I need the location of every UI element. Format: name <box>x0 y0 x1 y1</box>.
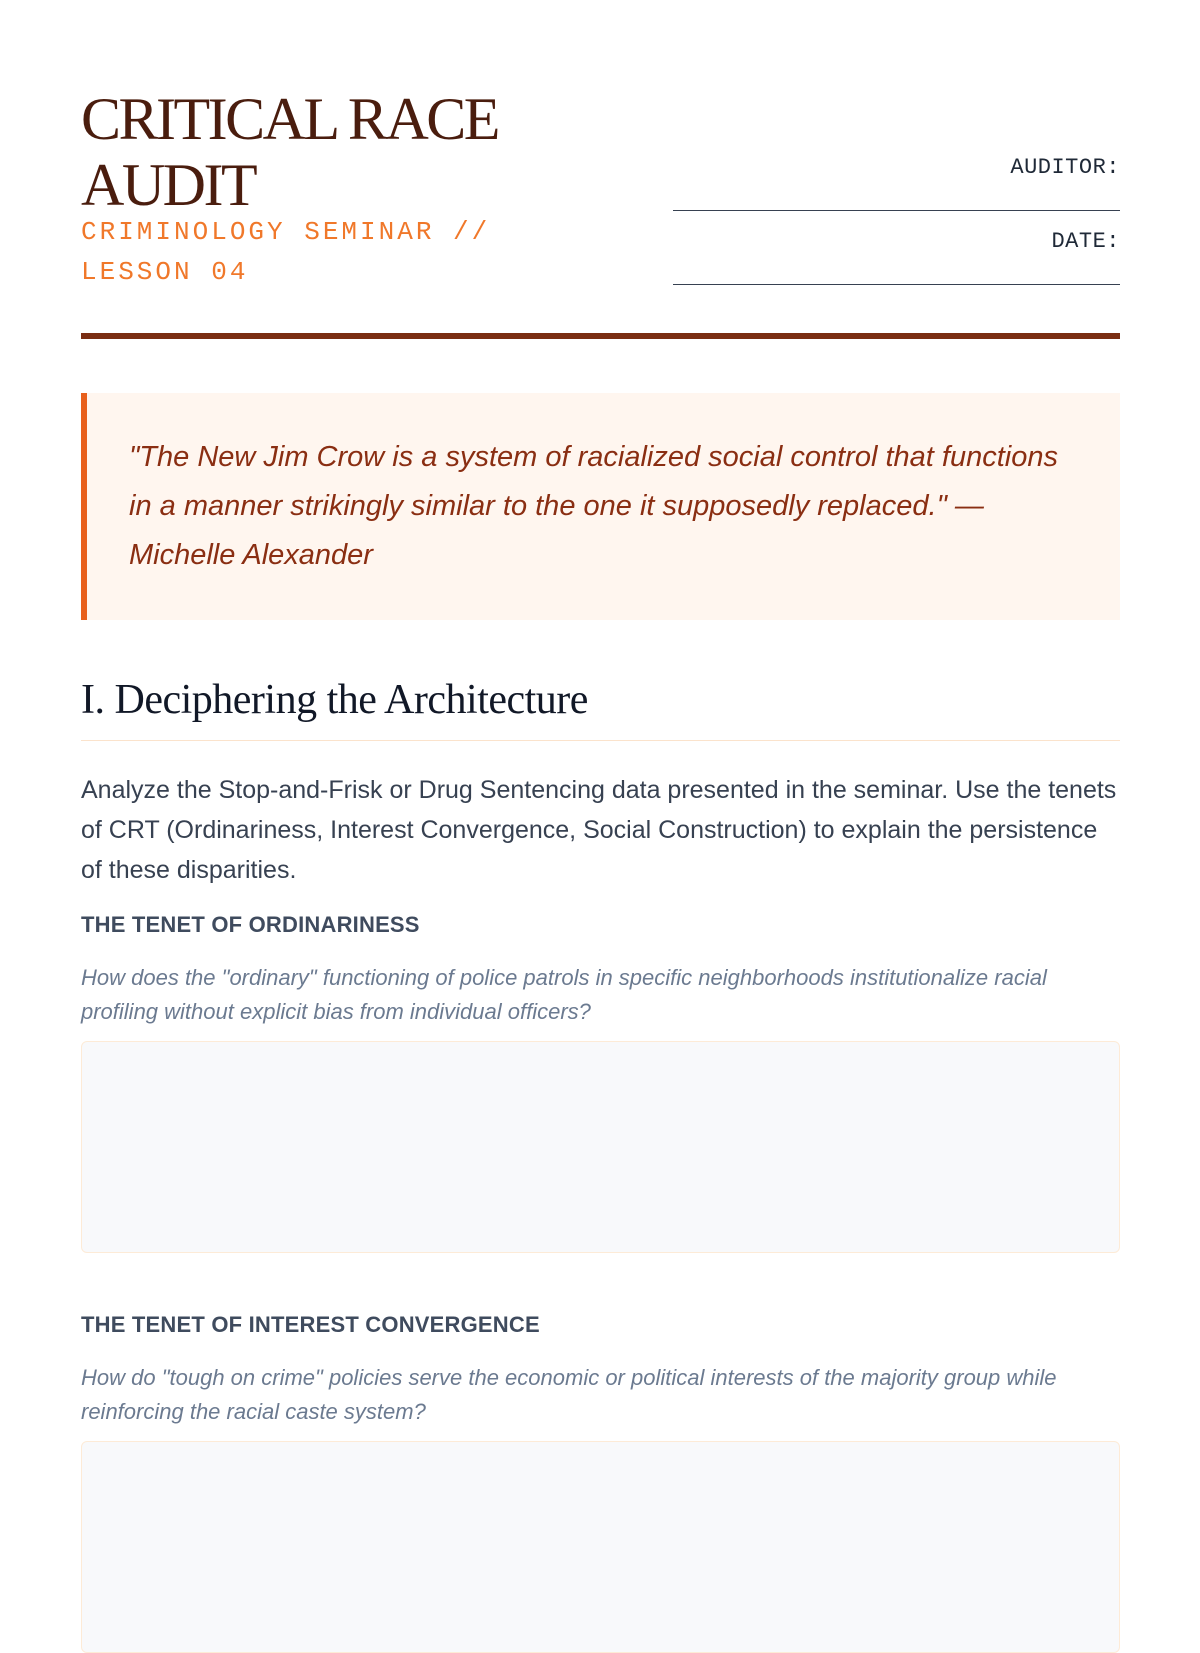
date-label: DATE: <box>1051 229 1120 254</box>
tenet-heading: THE TENET OF INTEREST CONVERGENCE <box>81 1312 540 1337</box>
answer-box-interest-convergence[interactable] <box>81 1441 1120 1653</box>
worksheet-subtitle: CRIMINOLOGY SEMINAR // LESSON 04 <box>81 217 491 287</box>
header-divider <box>81 333 1120 339</box>
auditor-label: AUDITOR: <box>1010 155 1120 180</box>
date-field[interactable] <box>673 229 1120 303</box>
tenet-prompt: How does the "ordinary" functioning of police patrols in specific neighborhoods institutionalize racial profiling without explicit bias from individual officers? <box>81 965 1047 1024</box>
auditor-field[interactable] <box>673 155 1120 229</box>
answer-box-ordinariness[interactable] <box>81 1041 1120 1253</box>
date-line[interactable] <box>673 284 1120 285</box>
tenet-ordinariness <box>81 910 1120 1253</box>
tenet-interest-convergence <box>81 1310 1120 1653</box>
worksheet-title: CRITICAL RACE AUDIT <box>81 86 498 218</box>
section-intro: Analyze the Stop-and-Frisk or Drug Sentencing data presented in the seminar. Use the tenets of CRT (Ordinariness, Interest Convergence, Social Construction) to explain the persistence of these disparities. <box>81 776 1117 884</box>
tenet-heading: THE TENET OF ORDINARINESS <box>81 912 420 937</box>
quote-text: "The New Jim Crow is a system of racialized social control that functions in a manner strikingly similar to the one it supposedly replaced." — Michelle Alexander <box>129 441 1058 571</box>
worksheet-page <box>81 0 1120 1424</box>
section-divider <box>81 740 1120 741</box>
epigraph-quote <box>81 393 1120 620</box>
worksheet-header <box>81 0 1120 340</box>
section-title: I. Deciphering the Architecture <box>81 677 588 723</box>
meta-fields <box>673 155 1120 303</box>
auditor-line[interactable] <box>673 210 1120 211</box>
tenet-prompt: How do "tough on crime" policies serve the economic or political interests of the majority group while reinforcing the racial caste system? <box>81 1365 1057 1424</box>
